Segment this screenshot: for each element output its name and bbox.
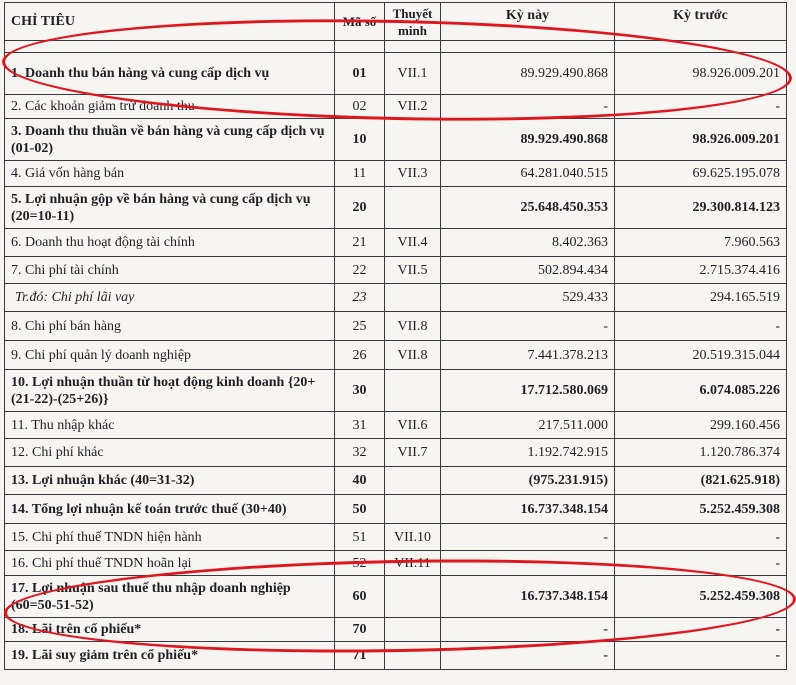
row-label: 13. Lợi nhuận khác (40=31-32) xyxy=(5,467,335,495)
table-row xyxy=(5,642,787,670)
row-previous: 299.160.456 xyxy=(615,412,787,439)
table-row xyxy=(5,524,787,551)
table-row xyxy=(5,257,787,284)
row-label: 16. Chi phí thuế TNDN hoãn lại xyxy=(5,551,335,576)
table-row xyxy=(5,119,787,161)
row-code: 11 xyxy=(335,161,385,187)
row-current: 502.894.434 xyxy=(441,257,615,284)
row-current: 89.929.490.868 xyxy=(441,53,615,95)
header-code: Mã số xyxy=(335,3,385,41)
row-current: 7.441.378.213 xyxy=(441,341,615,370)
header-previous-period: Kỳ trước xyxy=(615,3,787,41)
row-note xyxy=(385,467,441,495)
row-previous: - xyxy=(615,551,787,576)
row-note: VII.6 xyxy=(385,412,441,439)
row-note: VII.1 xyxy=(385,53,441,95)
row-previous: 29.300.814.123 xyxy=(615,187,787,229)
row-code: 25 xyxy=(335,312,385,341)
row-label: 9. Chi phí quản lý doanh nghiệp xyxy=(5,341,335,370)
table-row xyxy=(5,467,787,495)
row-code: 10 xyxy=(335,119,385,161)
row-previous: - xyxy=(615,95,787,119)
row-current: 529.433 xyxy=(441,284,615,312)
row-previous: - xyxy=(615,312,787,341)
row-label: 17. Lợi nhuận sau thuế thu nhập doanh nghiệp (60=50-51-52) xyxy=(5,576,335,618)
row-code: 70 xyxy=(335,618,385,642)
row-code: 02 xyxy=(335,95,385,119)
row-label: 19. Lãi suy giảm trên cổ phiếu* xyxy=(5,642,335,670)
row-previous: 5.252.459.308 xyxy=(615,495,787,524)
table-row xyxy=(5,229,787,257)
row-previous: 98.926.009.201 xyxy=(615,53,787,95)
row-current: 16.737.348.154 xyxy=(441,495,615,524)
row-note: VII.11 xyxy=(385,551,441,576)
row-label: 11. Thu nhập khác xyxy=(5,412,335,439)
row-note xyxy=(385,642,441,670)
row-note xyxy=(385,119,441,161)
table-row xyxy=(5,576,787,618)
row-previous: 69.625.195.078 xyxy=(615,161,787,187)
table-row xyxy=(5,439,787,467)
row-code: 30 xyxy=(335,370,385,412)
header-current-period: Kỳ này xyxy=(441,3,615,41)
row-label: 10. Lợi nhuận thuần từ hoạt động kinh doanh {20+(21-22)-(25+26)} xyxy=(5,370,335,412)
row-previous: - xyxy=(615,524,787,551)
row-code: 51 xyxy=(335,524,385,551)
row-note: VII.8 xyxy=(385,312,441,341)
row-label: Tr.đó: Chi phí lãi vay xyxy=(5,284,335,312)
row-label: 2. Các khoản giảm trừ doanh thu xyxy=(5,95,335,119)
row-note xyxy=(385,187,441,229)
spacer-row xyxy=(5,41,787,53)
table-row xyxy=(5,284,787,312)
row-current: 64.281.040.515 xyxy=(441,161,615,187)
row-current: 8.402.363 xyxy=(441,229,615,257)
row-note: VII.8 xyxy=(385,341,441,370)
row-label: 12. Chi phí khác xyxy=(5,439,335,467)
row-label: 7. Chi phí tài chính xyxy=(5,257,335,284)
row-code: 23 xyxy=(335,284,385,312)
income-statement-table xyxy=(4,2,787,670)
table-row xyxy=(5,618,787,642)
row-current: - xyxy=(441,524,615,551)
table-row xyxy=(5,161,787,187)
row-label: 1. Doanh thu bán hàng và cung cấp dịch vụ xyxy=(5,53,335,95)
row-note: VII.4 xyxy=(385,229,441,257)
row-note: VII.10 xyxy=(385,524,441,551)
table-row xyxy=(5,312,787,341)
row-current: 17.712.580.069 xyxy=(441,370,615,412)
row-note: VII.7 xyxy=(385,439,441,467)
table-row xyxy=(5,495,787,524)
row-label: 3. Doanh thu thuần về bán hàng và cung cấp dịch vụ (01-02) xyxy=(5,119,335,161)
row-previous: 6.074.085.226 xyxy=(615,370,787,412)
row-code: 22 xyxy=(335,257,385,284)
row-current: 217.511.000 xyxy=(441,412,615,439)
row-note xyxy=(385,495,441,524)
row-current: - xyxy=(441,642,615,670)
row-note xyxy=(385,618,441,642)
table-row xyxy=(5,95,787,119)
header-note: Thuyết minh xyxy=(385,3,441,41)
row-previous: 1.120.786.374 xyxy=(615,439,787,467)
row-previous: - xyxy=(615,618,787,642)
row-current: - xyxy=(441,551,615,576)
row-label: 15. Chi phí thuế TNDN hiện hành xyxy=(5,524,335,551)
header-label: CHỈ TIÊU xyxy=(5,3,335,41)
row-code: 60 xyxy=(335,576,385,618)
row-note xyxy=(385,370,441,412)
table-row xyxy=(5,341,787,370)
table-row xyxy=(5,370,787,412)
row-code: 50 xyxy=(335,495,385,524)
row-label: 5. Lợi nhuận gộp về bán hàng và cung cấp dịch vụ (20=10-11) xyxy=(5,187,335,229)
table-row xyxy=(5,187,787,229)
row-previous: (821.625.918) xyxy=(615,467,787,495)
row-note xyxy=(385,284,441,312)
row-previous: 5.252.459.308 xyxy=(615,576,787,618)
row-label: 14. Tổng lợi nhuận kế toán trước thuế (30+40) xyxy=(5,495,335,524)
row-current: 1.192.742.915 xyxy=(441,439,615,467)
table-row xyxy=(5,551,787,576)
row-note xyxy=(385,576,441,618)
row-label: 18. Lãi trên cổ phiếu* xyxy=(5,618,335,642)
row-code: 52 xyxy=(335,551,385,576)
row-code: 20 xyxy=(335,187,385,229)
row-current: - xyxy=(441,95,615,119)
row-current: 16.737.348.154 xyxy=(441,576,615,618)
row-code: 21 xyxy=(335,229,385,257)
row-code: 26 xyxy=(335,341,385,370)
header-row xyxy=(5,3,787,41)
row-note: VII.2 xyxy=(385,95,441,119)
row-previous: - xyxy=(615,642,787,670)
row-code: 40 xyxy=(335,467,385,495)
row-code: 32 xyxy=(335,439,385,467)
row-previous: 294.165.519 xyxy=(615,284,787,312)
row-current: 89.929.490.868 xyxy=(441,119,615,161)
row-current: 25.648.450.353 xyxy=(441,187,615,229)
row-code: 71 xyxy=(335,642,385,670)
row-label: 8. Chi phí bán hàng xyxy=(5,312,335,341)
table-row xyxy=(5,412,787,439)
row-previous: 98.926.009.201 xyxy=(615,119,787,161)
row-current: (975.231.915) xyxy=(441,467,615,495)
row-previous: 7.960.563 xyxy=(615,229,787,257)
row-previous: 2.715.374.416 xyxy=(615,257,787,284)
row-note: VII.3 xyxy=(385,161,441,187)
row-note: VII.5 xyxy=(385,257,441,284)
row-label: 6. Doanh thu hoạt động tài chính xyxy=(5,229,335,257)
row-previous: 20.519.315.044 xyxy=(615,341,787,370)
row-code: 01 xyxy=(335,53,385,95)
table-row xyxy=(5,53,787,95)
row-current: - xyxy=(441,618,615,642)
row-code: 31 xyxy=(335,412,385,439)
row-current: - xyxy=(441,312,615,341)
row-label: 4. Giá vốn hàng bán xyxy=(5,161,335,187)
